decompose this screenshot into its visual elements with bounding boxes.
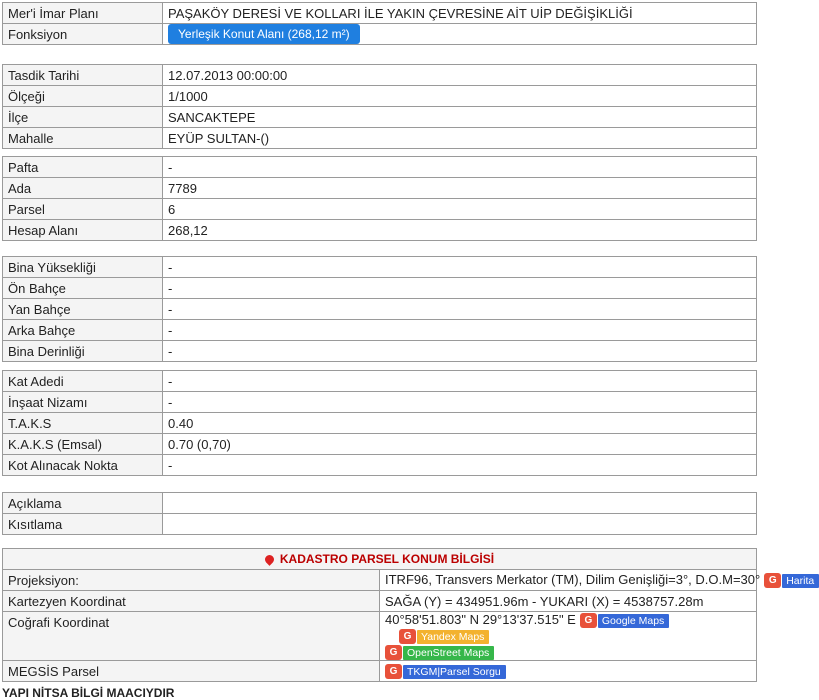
restriction-value bbox=[163, 514, 757, 535]
area-label: Hesap Alanı bbox=[3, 220, 163, 241]
rear-yard-label: Arka Bahçe bbox=[3, 320, 163, 341]
cadastre-header-text: KADASTRO PARSEL KONUM BİLGİSİ bbox=[279, 552, 495, 566]
area-value: 268,12 bbox=[163, 220, 757, 241]
description-label: Açıklama bbox=[3, 493, 163, 514]
plan-name-value: PAŞAKÖY DERESİ VE KOLLARI İLE YAKIN ÇEVRESİNE AİT UİP DEĞİŞİKLİĞİ bbox=[163, 3, 757, 24]
rear-yard-value: - bbox=[163, 320, 757, 341]
parcel-value: 6 bbox=[163, 199, 757, 220]
table-row bbox=[3, 493, 757, 514]
tkgm-link-icon: G bbox=[385, 664, 402, 679]
table-row bbox=[3, 455, 757, 476]
construction-order-value: - bbox=[163, 392, 757, 413]
function-cell bbox=[163, 24, 757, 45]
table-row bbox=[3, 661, 757, 682]
zone-button[interactable]: Yerleşik Konut Alanı (268,12 m²) bbox=[168, 24, 360, 44]
table-row bbox=[3, 320, 757, 341]
map-link-label: Harita bbox=[782, 574, 819, 588]
yandex-maps-link[interactable] bbox=[399, 629, 489, 644]
floors-value: - bbox=[163, 371, 757, 392]
floors-label: Kat Adedi bbox=[3, 371, 163, 392]
map-link-icon: G bbox=[764, 573, 781, 588]
level-point-label: Kot Alınacak Nokta bbox=[3, 455, 163, 476]
depth-value: - bbox=[163, 341, 757, 362]
projection-cell bbox=[380, 570, 815, 591]
height-label: Bina Yüksekliği bbox=[3, 257, 163, 278]
scale-label: Ölçeği bbox=[3, 86, 163, 107]
parcel-table bbox=[2, 156, 757, 241]
table-row bbox=[3, 392, 757, 413]
location-pin-icon bbox=[263, 553, 276, 566]
table-row bbox=[3, 612, 757, 661]
megsis-label: MEGSİS Parsel bbox=[3, 661, 380, 682]
table-row bbox=[3, 514, 757, 535]
table-row bbox=[3, 86, 757, 107]
side-yard-value: - bbox=[163, 299, 757, 320]
district-label: İlçe bbox=[3, 107, 163, 128]
geo-cell bbox=[380, 612, 757, 661]
front-yard-label: Ön Bahçe bbox=[3, 278, 163, 299]
geo-value: 40°58'51.803" N 29°13'37.515" E bbox=[385, 612, 576, 627]
height-value: - bbox=[163, 257, 757, 278]
projection-label: Projeksiyon: bbox=[3, 570, 380, 591]
yandex-maps-icon: G bbox=[399, 629, 416, 644]
construction-order-label: İnşaat Nizamı bbox=[3, 392, 163, 413]
restriction-label: Kısıtlama bbox=[3, 514, 163, 535]
approval-table bbox=[2, 64, 757, 149]
google-maps-icon: G bbox=[580, 613, 597, 628]
projection-value: ITRF96, Transvers Merkator (TM), Dilim Genişliği=3°, D.O.M=30° bbox=[385, 571, 761, 587]
megsis-cell bbox=[380, 661, 757, 682]
cadastre-table bbox=[2, 548, 815, 682]
cartesian-value: SAĞA (Y) = 434951.96m - YUKARI (X) = 4538757.28m bbox=[380, 591, 757, 612]
approval-date-label: Tasdik Tarihi bbox=[3, 65, 163, 86]
neighborhood-value: EYÜP SULTAN-() bbox=[163, 128, 757, 149]
sheet-label: Pafta bbox=[3, 157, 163, 178]
table-row bbox=[3, 278, 757, 299]
table-row bbox=[3, 257, 757, 278]
table-row bbox=[3, 341, 757, 362]
table-row bbox=[3, 434, 757, 455]
yandex-maps-label: Yandex Maps bbox=[417, 630, 489, 644]
google-maps-label: Google Maps bbox=[598, 614, 669, 628]
parcel-label: Parsel bbox=[3, 199, 163, 220]
geo-label: Coğrafi Koordinat bbox=[3, 612, 380, 661]
table-row bbox=[3, 157, 757, 178]
front-yard-value: - bbox=[163, 278, 757, 299]
google-maps-link[interactable] bbox=[580, 613, 669, 628]
table-row bbox=[3, 65, 757, 86]
kaks-label: K.A.K.S (Emsal) bbox=[3, 434, 163, 455]
sheet-value: - bbox=[163, 157, 757, 178]
table-row bbox=[3, 178, 757, 199]
openstreet-maps-icon: G bbox=[385, 645, 402, 660]
depth-label: Bina Derinliği bbox=[3, 341, 163, 362]
tkgm-link[interactable] bbox=[385, 664, 506, 679]
approval-date-value: 12.07.2013 00:00:00 bbox=[163, 65, 757, 86]
building-table bbox=[2, 256, 757, 362]
plan-table bbox=[2, 2, 757, 45]
scale-value: 1/1000 bbox=[163, 86, 757, 107]
density-table bbox=[2, 370, 757, 476]
cadastre-header bbox=[3, 549, 757, 570]
tkgm-link-label: TKGM|Parsel Sorgu bbox=[403, 665, 506, 679]
cut-off-heading: YAPI NİTSA BİLGİ MAACIYDIR bbox=[2, 686, 175, 700]
plan-name-label: Mer'i İmar Planı bbox=[3, 3, 163, 24]
cartesian-label: Kartezyen Koordinat bbox=[3, 591, 380, 612]
table-row bbox=[3, 549, 757, 570]
table-row bbox=[3, 371, 757, 392]
block-label: Ada bbox=[3, 178, 163, 199]
table-row bbox=[3, 220, 757, 241]
description-value bbox=[163, 493, 757, 514]
table-row bbox=[3, 413, 757, 434]
table-row bbox=[3, 299, 757, 320]
map-link[interactable] bbox=[764, 573, 819, 588]
table-row bbox=[3, 591, 757, 612]
table-row bbox=[3, 3, 757, 24]
table-row bbox=[3, 107, 757, 128]
notes-table bbox=[2, 492, 757, 535]
neighborhood-label: Mahalle bbox=[3, 128, 163, 149]
table-row bbox=[3, 199, 757, 220]
district-value: SANCAKTEPE bbox=[163, 107, 757, 128]
kaks-value: 0.70 (0,70) bbox=[163, 434, 757, 455]
table-row bbox=[3, 570, 757, 591]
openstreet-maps-label: OpenStreet Maps bbox=[403, 646, 494, 660]
table-row bbox=[3, 24, 757, 45]
taks-label: T.A.K.S bbox=[3, 413, 163, 434]
openstreet-maps-link[interactable] bbox=[385, 645, 494, 660]
function-label: Fonksiyon bbox=[3, 24, 163, 45]
taks-value: 0.40 bbox=[163, 413, 757, 434]
side-yard-label: Yan Bahçe bbox=[3, 299, 163, 320]
level-point-value: - bbox=[163, 455, 757, 476]
table-row bbox=[3, 128, 757, 149]
block-value: 7789 bbox=[163, 178, 757, 199]
